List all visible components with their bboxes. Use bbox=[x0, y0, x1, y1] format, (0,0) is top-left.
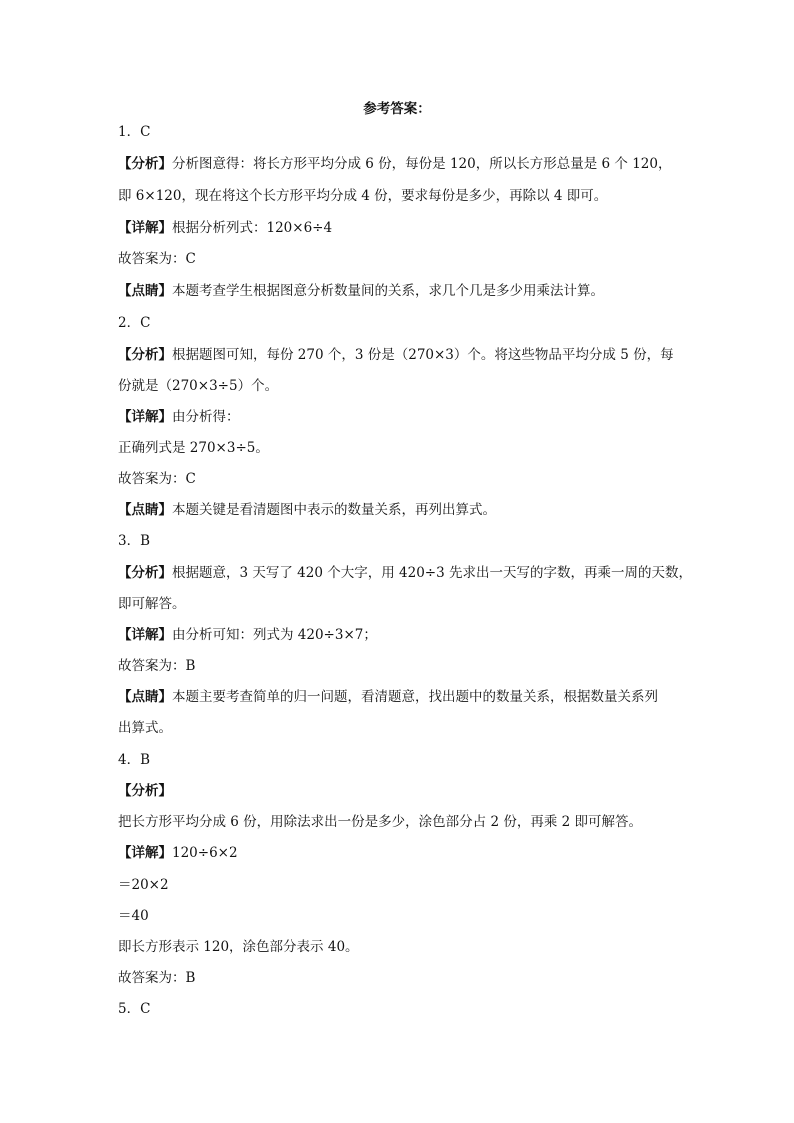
comment-line bbox=[118, 687, 688, 707]
line-text: 份就是（270×3÷5）个。 bbox=[118, 378, 279, 394]
line-tag: 【分析】 bbox=[118, 783, 172, 799]
answer-line bbox=[118, 656, 688, 676]
line-tag: 【详解】 bbox=[118, 627, 172, 643]
detail-line bbox=[118, 218, 688, 238]
line-text: 把长方形平均分成 6 份，用除法求出一份是多少，涂色部分占 2 份，再乘 2 即可解答。 bbox=[118, 814, 643, 830]
page-title: 参考答案： bbox=[363, 101, 431, 117]
line-tag: 【详解】 bbox=[118, 409, 172, 425]
line-text: 即 6×120，现在将这个长方形平均分成 4 份，要求每份是多少，再除以 4 即可。 bbox=[118, 188, 608, 204]
analysis-line bbox=[118, 563, 692, 583]
comment-line bbox=[118, 281, 688, 301]
analysis-line-continued bbox=[118, 376, 688, 396]
detail-line bbox=[118, 625, 688, 645]
detail-line-continued bbox=[118, 937, 688, 957]
line-text: 本题考查学生根据图意分析数量间的关系，求几个几是多少用乘法计算。 bbox=[172, 283, 604, 299]
line-text: ＝40 bbox=[118, 908, 149, 924]
line-text: 本题关键是看清题图中表示的数量关系，再列出算式。 bbox=[172, 502, 496, 518]
calculation-step bbox=[118, 875, 688, 895]
line-text: 根据题图可知，每份 270 个，3 份是（270×3）个。将这些物品平均分成 5 份，每 bbox=[172, 347, 674, 363]
analysis-heading bbox=[118, 781, 688, 801]
line-tag: 【点睛】 bbox=[118, 689, 172, 705]
analysis-line bbox=[118, 812, 688, 832]
line-text: 分析图意得：将长方形平均分成 6 份，每份是 120，所以长方形总量是 6 个 120， bbox=[172, 156, 672, 172]
line-text: ＝20×2 bbox=[118, 877, 169, 893]
detail-line-continued bbox=[118, 438, 688, 458]
line-text: 故答案为：C bbox=[118, 251, 196, 267]
line-text: 故答案为：C bbox=[118, 471, 196, 487]
line-text: 4．B bbox=[118, 752, 151, 768]
analysis-line bbox=[118, 154, 688, 174]
analysis-line bbox=[118, 345, 688, 365]
answer-number-4 bbox=[118, 750, 688, 770]
analysis-line-continued bbox=[118, 594, 688, 614]
answer-line bbox=[118, 968, 688, 988]
answer-number-1 bbox=[118, 122, 688, 142]
line-text: 故答案为：B bbox=[118, 658, 196, 674]
comment-line bbox=[118, 500, 688, 520]
answer-number-3 bbox=[118, 531, 688, 551]
detail-line bbox=[118, 843, 688, 863]
line-tag: 【点睛】 bbox=[118, 502, 172, 518]
line-text: 由分析得： bbox=[172, 409, 240, 425]
analysis-line-continued bbox=[118, 186, 688, 206]
line-text: 故答案为：B bbox=[118, 970, 196, 986]
line-text: 即可解答。 bbox=[118, 596, 186, 612]
line-text: 3．B bbox=[118, 533, 151, 549]
line-text: 根据题意，3 天写了 420 个大字，用 420÷3 先求出一天写的字数，再乘一周的天数， bbox=[172, 565, 692, 581]
comment-line-continued bbox=[118, 718, 688, 738]
line-tag: 【分析】 bbox=[118, 347, 172, 363]
detail-line bbox=[118, 407, 688, 427]
line-tag: 【详解】 bbox=[118, 220, 172, 236]
line-tag: 【分析】 bbox=[118, 565, 172, 581]
line-text: 出算式。 bbox=[118, 720, 172, 736]
answer-line bbox=[118, 469, 688, 489]
line-text: 正确列式是 270×3÷5。 bbox=[118, 440, 269, 456]
line-text: 1．C bbox=[118, 124, 151, 140]
line-text: 2．C bbox=[118, 315, 151, 331]
calculation-step bbox=[118, 906, 688, 926]
answer-number-2 bbox=[118, 313, 688, 333]
line-text: 即长方形表示 120，涂色部分表示 40。 bbox=[118, 939, 359, 955]
line-text: 根据分析列式：120×6÷4 bbox=[172, 220, 333, 236]
line-text: 120÷6×2 bbox=[172, 845, 238, 861]
line-tag: 【详解】 bbox=[118, 845, 172, 861]
answer-line bbox=[118, 249, 688, 269]
line-text: 由分析可知：列式为 420÷3×7； bbox=[172, 627, 377, 643]
line-text: 本题主要考查简单的归一问题，看清题意，找出题中的数量关系，根据数量关系列 bbox=[172, 689, 658, 705]
line-tag: 【分析】 bbox=[118, 156, 172, 172]
line-text: 5．C bbox=[118, 1001, 151, 1017]
line-tag: 【点睛】 bbox=[118, 283, 172, 299]
answer-number-5 bbox=[118, 999, 688, 1019]
